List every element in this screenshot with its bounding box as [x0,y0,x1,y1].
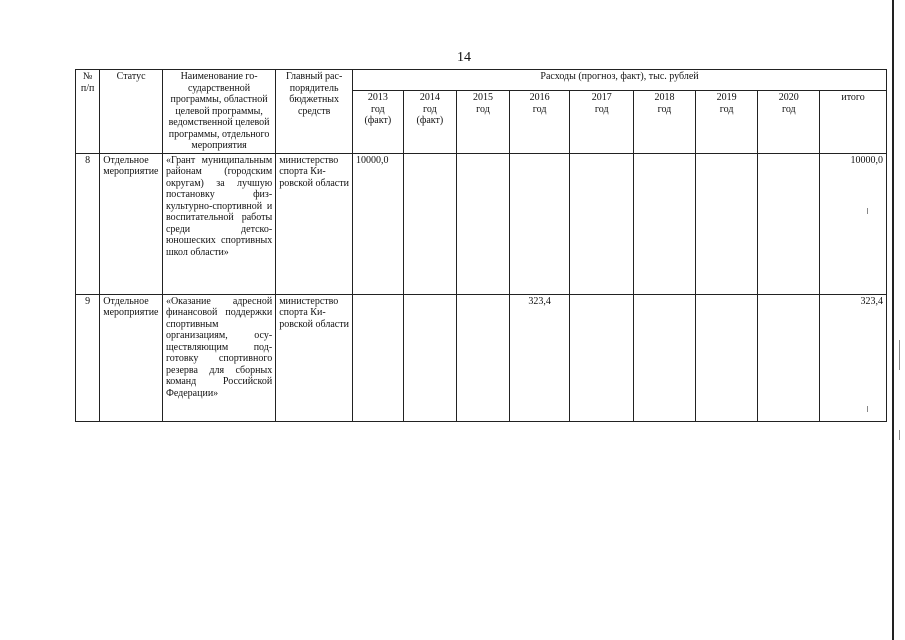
table-header-row [76,70,887,91]
header-year: 2013 год (факт) [353,91,404,154]
header-administrator: Главный распорядитель бюджетных средств [276,70,353,154]
row-value [570,294,634,421]
row-value [758,153,820,294]
row-value [457,294,510,421]
scan-edge-line [892,0,894,640]
row-name: «Грант муниципальным районам (городским округам) за лучшую постановку физкультурно-спортивной и воспитательной работы среди детско-юношеских спортивных школ области» [162,153,275,294]
row-status: Отдельное мероприятие [100,153,163,294]
row-value [695,294,758,421]
row-value: 10000,0 [353,153,404,294]
row-name: «Оказание адресной финансовой поддержки спортивным организациям, осуществляющим подготовку спортивного резерва для сборных команд Российской Федерации» [162,294,275,421]
row-num: 9 [76,294,100,421]
header-year: 2018 год [634,91,696,154]
row-value [695,153,758,294]
header-year: 2015 год [457,91,510,154]
row-value [509,153,570,294]
row-value [403,294,457,421]
header-year: 2017 год [570,91,634,154]
row-value [634,294,696,421]
header-year: 2014 год (факт) [403,91,457,154]
row-value [403,153,457,294]
header-expenses: Расходы (прогноз, факт), тыс. рублей [353,70,887,91]
header-year: 2016 год [509,91,570,154]
row-value [634,153,696,294]
row-value [457,153,510,294]
table-row [76,153,887,294]
row-administrator: министерство спорта Кировской области [276,294,353,421]
header-total: итого [820,91,887,154]
header-year: 2019 год [695,91,758,154]
row-total: 323,4 [820,294,887,421]
row-value [758,294,820,421]
header-num: № п/п [76,70,100,154]
header-year: 2020 год [758,91,820,154]
scan-mark [899,430,900,440]
table-row [76,294,887,421]
row-value [570,153,634,294]
row-value [353,294,404,421]
row-num: 8 [76,153,100,294]
row-administrator: министерство спорта Кировской области [276,153,353,294]
row-status: Отдельное мероприятие [100,294,163,421]
scan-mark [899,340,900,370]
page-number: 14 [457,50,471,65]
row-total: 10000,0 [820,153,887,294]
budget-table [75,69,887,422]
header-name: Наименование государственной программы, областной целевой программы, ведомственной целевой программы, отдельного мероприятия [162,70,275,154]
header-status: Статус [100,70,163,154]
row-value: 323,4 [509,294,570,421]
